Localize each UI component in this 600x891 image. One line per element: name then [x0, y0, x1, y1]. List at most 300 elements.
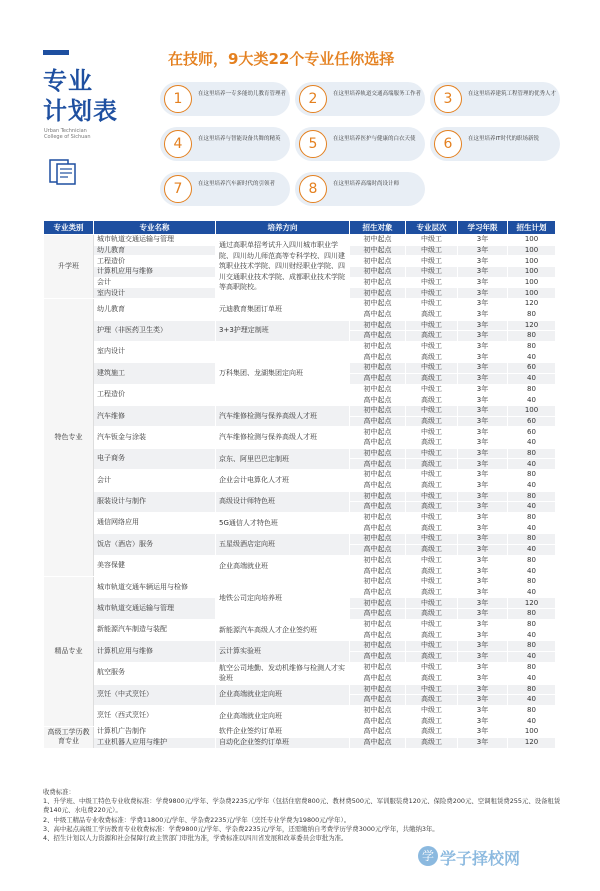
major-pill-number: 1 [164, 85, 192, 113]
level-cell: 中级工 [406, 288, 458, 299]
direction-cell: 元迪教育集团订单班 [216, 299, 350, 320]
level-cell: 中级工 [406, 267, 458, 278]
document-icon [48, 158, 78, 186]
level-cell: 中级工 [406, 577, 458, 588]
major-name-cell: 城市轨道交通运输与管理 [94, 598, 216, 619]
target-cell: 初中起点 [350, 299, 406, 310]
direction-cell: 万科集团、龙湖集团定向班 [216, 341, 350, 405]
level-cell: 中级工 [406, 406, 458, 417]
level-cell: 高级工 [406, 373, 458, 384]
years-cell: 3年 [458, 609, 508, 620]
major-name-cell: 室内设计 [94, 288, 216, 299]
plan-cell: 120 [508, 299, 556, 310]
table-row [44, 406, 556, 417]
table-header-row [44, 221, 556, 235]
years-cell: 3年 [458, 662, 508, 673]
major-name-cell: 会计 [94, 470, 216, 491]
level-cell: 高级工 [406, 309, 458, 320]
major-plan-table [43, 220, 556, 749]
level-cell: 高级工 [406, 727, 458, 738]
target-cell: 初中起点 [350, 288, 406, 299]
plan-cell: 40 [508, 566, 556, 577]
level-cell: 高级工 [406, 416, 458, 427]
table-body [44, 235, 556, 749]
years-cell: 3年 [458, 363, 508, 374]
major-name-cell: 建筑施工 [94, 363, 216, 384]
level-cell: 高级工 [406, 523, 458, 534]
major-name-cell: 城市轨道交通车辆运用与检修 [94, 577, 216, 598]
years-cell: 3年 [458, 577, 508, 588]
direction-cell: 新能源汽车高级人才企业签约班 [216, 619, 350, 640]
target-cell: 初中起点 [350, 598, 406, 609]
target-cell: 初中起点 [350, 277, 406, 288]
major-name-cell: 幼儿教育 [94, 245, 216, 256]
table-row [44, 512, 556, 523]
years-cell: 3年 [458, 470, 508, 481]
major-name-cell: 室内设计 [94, 341, 216, 362]
major-name-cell: 电子商务 [94, 448, 216, 469]
level-cell: 中级工 [406, 363, 458, 374]
years-cell: 3年 [458, 245, 508, 256]
category-cell: 精品专业 [44, 577, 94, 727]
years-cell: 3年 [458, 673, 508, 684]
plan-cell: 40 [508, 651, 556, 662]
plan-cell: 80 [508, 331, 556, 342]
major-name-cell: 新能源汽车制造与装配 [94, 619, 216, 640]
table-row [44, 448, 556, 459]
target-cell: 高中起点 [350, 651, 406, 662]
title-line-1: 专业 [43, 67, 93, 95]
level-cell: 高级工 [406, 395, 458, 406]
level-cell: 中级工 [406, 384, 458, 395]
fee-notes-title: 收费标准： [43, 788, 75, 796]
plan-cell: 100 [508, 277, 556, 288]
major-name-cell: 工业机器人应用与维护 [94, 737, 216, 748]
level-cell: 高级工 [406, 651, 458, 662]
target-cell: 初中起点 [350, 512, 406, 523]
level-cell: 高级工 [406, 352, 458, 363]
direction-cell: 高级设计师特色班 [216, 491, 350, 512]
target-cell: 初中起点 [350, 555, 406, 566]
major-name-cell: 烹饪（西式烹饪） [94, 705, 216, 726]
header-major: 专业名称 [94, 221, 216, 235]
target-cell: 初中起点 [350, 534, 406, 545]
major-pill-text: 在这里培养汽车新时代的引领者 [198, 181, 276, 187]
years-cell: 3年 [458, 267, 508, 278]
years-cell: 3年 [458, 459, 508, 470]
plan-cell: 80 [508, 384, 556, 395]
level-cell: 中级工 [406, 427, 458, 438]
target-cell: 初中起点 [350, 427, 406, 438]
category-cell: 特色专业 [44, 299, 94, 577]
target-cell: 高中起点 [350, 727, 406, 738]
years-cell: 3年 [458, 684, 508, 695]
level-cell: 高级工 [406, 502, 458, 513]
major-name-cell: 服装设计与制作 [94, 491, 216, 512]
plan-cell: 100 [508, 256, 556, 267]
plan-cell: 80 [508, 705, 556, 716]
target-cell: 高中起点 [350, 459, 406, 470]
years-cell: 3年 [458, 523, 508, 534]
table-row [44, 737, 556, 748]
direction-cell: 自动化企业签约订单班 [216, 737, 350, 748]
plan-cell: 60 [508, 363, 556, 374]
major-name-cell: 工程造价 [94, 384, 216, 405]
years-cell: 3年 [458, 480, 508, 491]
years-cell: 3年 [458, 384, 508, 395]
major-name-cell: 饭店（酒店）服务 [94, 534, 216, 555]
target-cell: 高中起点 [350, 587, 406, 598]
plan-cell: 80 [508, 512, 556, 523]
target-cell: 初中起点 [350, 448, 406, 459]
header-plan: 招生计划 [508, 221, 556, 235]
level-cell: 中级工 [406, 491, 458, 502]
major-pill-text: 在这里培养轨道交通高端服务工作者 [333, 91, 422, 97]
target-cell: 高中起点 [350, 609, 406, 620]
major-pill-number: 8 [299, 175, 327, 203]
major-name-cell: 美容保健 [94, 555, 216, 576]
direction-cell: 软件企业签约订单班 [216, 727, 350, 738]
plan-cell: 100 [508, 245, 556, 256]
level-cell: 中级工 [406, 641, 458, 652]
target-cell: 高中起点 [350, 523, 406, 534]
years-cell: 3年 [458, 341, 508, 352]
fee-notes [43, 788, 563, 843]
major-pill-text: 在这里培养建筑工程管理的优秀人才 [468, 91, 557, 97]
years-cell: 3年 [458, 641, 508, 652]
years-cell: 3年 [458, 438, 508, 449]
title-line-2: 计划表 [43, 97, 118, 125]
level-cell: 高级工 [406, 609, 458, 620]
level-cell: 高级工 [406, 587, 458, 598]
table-row [44, 555, 556, 566]
level-cell: 中级工 [406, 299, 458, 310]
level-cell: 高级工 [406, 438, 458, 449]
years-cell: 3年 [458, 512, 508, 523]
plan-cell: 100 [508, 406, 556, 417]
table-row [44, 619, 556, 630]
years-cell: 3年 [458, 320, 508, 331]
level-cell: 高级工 [406, 630, 458, 641]
major-pill-text: 在这里培养医护与健康的白衣天使 [333, 136, 416, 142]
major-pill-number: 4 [164, 130, 192, 158]
table-row [44, 705, 556, 716]
major-pill-text: 在这里培养IT时代的职场新锐 [468, 136, 539, 142]
years-cell: 3年 [458, 630, 508, 641]
direction-cell: 航空公司地勤、发动机维修与检测人才实验班 [216, 662, 350, 684]
watermark: 学子择校网 [440, 849, 521, 868]
table-row [44, 341, 556, 352]
major-pill [160, 127, 290, 161]
major-pill [430, 127, 560, 161]
target-cell: 初中起点 [350, 341, 406, 352]
plan-cell: 40 [508, 523, 556, 534]
years-cell: 3年 [458, 309, 508, 320]
plan-cell: 60 [508, 427, 556, 438]
watermark-logo-icon: 学 [418, 846, 438, 866]
target-cell: 高中起点 [350, 737, 406, 748]
table-row [44, 427, 556, 438]
level-cell: 中级工 [406, 512, 458, 523]
direction-cell: 企业高端就业定向班 [216, 684, 350, 705]
header-target: 招生对象 [350, 221, 406, 235]
title-accent-bar [43, 50, 69, 55]
target-cell: 初中起点 [350, 641, 406, 652]
major-pill-number: 2 [299, 85, 327, 113]
direction-cell: 通过高职单招考试升入四川城市职业学院、四川幼儿师范高等专科学校、四川建筑职业技术学院、四川财经职业学院、四川交通职业技术学院、成都职业技术学院等高职院校。 [216, 235, 350, 299]
table-row [44, 320, 556, 331]
target-cell: 高中起点 [350, 416, 406, 427]
target-cell: 初中起点 [350, 705, 406, 716]
plan-cell: 40 [508, 716, 556, 727]
plan-cell: 40 [508, 395, 556, 406]
plan-cell: 100 [508, 288, 556, 299]
years-cell: 3年 [458, 651, 508, 662]
target-cell: 高中起点 [350, 566, 406, 577]
years-cell: 3年 [458, 448, 508, 459]
level-cell: 中级工 [406, 619, 458, 630]
years-cell: 3年 [458, 727, 508, 738]
target-cell: 高中起点 [350, 395, 406, 406]
major-pill-number: 7 [164, 175, 192, 203]
target-cell: 初中起点 [350, 406, 406, 417]
major-name-cell: 幼儿教育 [94, 299, 216, 320]
years-cell: 3年 [458, 235, 508, 246]
target-cell: 初中起点 [350, 470, 406, 481]
direction-cell: 京东、阿里巴巴定制班 [216, 448, 350, 469]
major-pill [160, 82, 290, 116]
years-cell: 3年 [458, 416, 508, 427]
plan-cell: 60 [508, 416, 556, 427]
plan-cell: 40 [508, 544, 556, 555]
level-cell: 中级工 [406, 705, 458, 716]
target-cell: 初中起点 [350, 267, 406, 278]
table-row [44, 534, 556, 545]
plan-cell: 100 [508, 267, 556, 278]
major-pill [295, 127, 425, 161]
years-cell: 3年 [458, 695, 508, 706]
target-cell: 高中起点 [350, 716, 406, 727]
level-cell: 中级工 [406, 256, 458, 267]
target-cell: 高中起点 [350, 695, 406, 706]
table-row [44, 235, 556, 246]
target-cell: 高中起点 [350, 630, 406, 641]
target-cell: 高中起点 [350, 502, 406, 513]
plan-cell: 80 [508, 341, 556, 352]
level-cell: 中级工 [406, 534, 458, 545]
major-name-cell: 会计 [94, 277, 216, 288]
major-pill [295, 82, 425, 116]
target-cell: 高中起点 [350, 480, 406, 491]
plan-cell: 80 [508, 491, 556, 502]
years-cell: 3年 [458, 705, 508, 716]
target-cell: 高中起点 [350, 309, 406, 320]
plan-cell: 40 [508, 502, 556, 513]
level-cell: 高级工 [406, 716, 458, 727]
category-cell: 高级工学历教育专业 [44, 727, 94, 748]
fee-note-item: 2、中级工精品专业收费标准：学费11800元/学年、学杂费2235元/学年（烹饪专业学费为19800元/学年）。 [43, 815, 351, 824]
target-cell: 高中起点 [350, 673, 406, 684]
fee-note-item: 1、升学班、中级工特色专业收费标准：学费9800元/学年、学杂费2235元/学年（包括住宿费800元、教材费500元、军训服装费120元、保险费200元、空调租赁费255元、设备租赁费140元、水电费220元）。 [43, 797, 561, 815]
plan-cell: 40 [508, 587, 556, 598]
major-name-cell: 烹饪（中式烹饪） [94, 684, 216, 705]
plan-cell: 40 [508, 673, 556, 684]
target-cell: 初中起点 [350, 384, 406, 395]
level-cell: 高级工 [406, 331, 458, 342]
major-name-cell: 工程造价 [94, 256, 216, 267]
plan-cell: 40 [508, 352, 556, 363]
page-title [43, 66, 118, 126]
header-category: 专业类别 [44, 221, 94, 235]
direction-cell: 3+3护理定制班 [216, 320, 350, 341]
level-cell: 中级工 [406, 662, 458, 673]
plan-cell: 80 [508, 609, 556, 620]
table-row [44, 641, 556, 652]
plan-cell: 40 [508, 459, 556, 470]
plan-cell: 80 [508, 448, 556, 459]
years-cell: 3年 [458, 491, 508, 502]
years-cell: 3年 [458, 288, 508, 299]
major-name-cell: 汽车维修 [94, 406, 216, 427]
major-name-cell: 计算机应用与维修 [94, 267, 216, 278]
level-cell: 中级工 [406, 598, 458, 609]
level-cell: 中级工 [406, 320, 458, 331]
plan-cell: 80 [508, 555, 556, 566]
years-cell: 3年 [458, 587, 508, 598]
level-cell: 中级工 [406, 470, 458, 481]
fee-note-item: 3、高中起点高级工学历教育专业收费标准：学费9800元/学年、学杂费2235元/学年，还需缴纳自考费学历学费3000元/学年，共缴纳3年。 [43, 824, 439, 833]
plan-cell: 80 [508, 470, 556, 481]
plan-cell: 80 [508, 641, 556, 652]
years-cell: 3年 [458, 566, 508, 577]
target-cell: 高中起点 [350, 352, 406, 363]
major-pill-text: 在这里培养与智能设备共舞的精英 [198, 136, 281, 142]
years-cell: 3年 [458, 427, 508, 438]
years-cell: 3年 [458, 619, 508, 630]
target-cell: 初中起点 [350, 684, 406, 695]
years-cell: 3年 [458, 352, 508, 363]
target-cell: 初中起点 [350, 491, 406, 502]
major-pill-number: 6 [434, 130, 462, 158]
plan-cell: 80 [508, 619, 556, 630]
headline: 在技师，9大类22个专业任你选择 [168, 50, 395, 68]
target-cell: 高中起点 [350, 331, 406, 342]
plan-cell: 100 [508, 235, 556, 246]
plan-cell: 120 [508, 737, 556, 748]
major-name-cell: 护理（非医药卫生类） [94, 320, 216, 341]
level-cell: 中级工 [406, 555, 458, 566]
target-cell: 高中起点 [350, 373, 406, 384]
plan-cell: 120 [508, 598, 556, 609]
table-row [44, 727, 556, 738]
major-name-cell: 航空服务 [94, 662, 216, 684]
years-cell: 3年 [458, 502, 508, 513]
plan-cell: 100 [508, 727, 556, 738]
major-name-cell: 城市轨道交通运输与管理 [94, 235, 216, 246]
plan-cell: 80 [508, 662, 556, 673]
direction-cell: 企业高端就业定向班 [216, 705, 350, 726]
table-row [44, 491, 556, 502]
years-cell: 3年 [458, 406, 508, 417]
level-cell: 中级工 [406, 341, 458, 352]
direction-cell: 企业高端就业班 [216, 555, 350, 576]
years-cell: 3年 [458, 299, 508, 310]
years-cell: 3年 [458, 598, 508, 609]
header-level: 专业层次 [406, 221, 458, 235]
direction-cell: 汽车维修检测与保养高级人才班 [216, 406, 350, 427]
direction-cell: 5G通信人才特色班 [216, 512, 350, 533]
target-cell: 高中起点 [350, 438, 406, 449]
plan-cell: 40 [508, 630, 556, 641]
table-row [44, 577, 556, 588]
level-cell: 中级工 [406, 448, 458, 459]
major-pill-number: 3 [434, 85, 462, 113]
level-cell: 高级工 [406, 737, 458, 748]
target-cell: 初中起点 [350, 256, 406, 267]
years-cell: 3年 [458, 256, 508, 267]
years-cell: 3年 [458, 331, 508, 342]
target-cell: 初中起点 [350, 577, 406, 588]
level-cell: 高级工 [406, 695, 458, 706]
target-cell: 初中起点 [350, 235, 406, 246]
plan-cell: 80 [508, 534, 556, 545]
major-pill [430, 82, 560, 116]
table-row [44, 299, 556, 310]
major-pill-text: 在这里培养一专多能幼儿教育管理者 [198, 91, 287, 97]
direction-cell: 五星级酒店定向班 [216, 534, 350, 555]
major-pill-number: 5 [299, 130, 327, 158]
target-cell: 初中起点 [350, 662, 406, 673]
target-cell: 初中起点 [350, 245, 406, 256]
category-cell: 升学班 [44, 235, 94, 299]
direction-cell: 云计算实验班 [216, 641, 350, 662]
school-english-name: Urban Technician College of Sichuan [44, 128, 91, 140]
level-cell: 中级工 [406, 684, 458, 695]
target-cell: 初中起点 [350, 619, 406, 630]
years-cell: 3年 [458, 395, 508, 406]
direction-cell: 汽车维修检测与保养高级人才班 [216, 427, 350, 448]
direction-cell: 地铁公司定向培养班 [216, 577, 350, 620]
table-row [44, 662, 556, 673]
major-name-cell: 计算机广告制作 [94, 727, 216, 738]
level-cell: 高级工 [406, 544, 458, 555]
level-cell: 高级工 [406, 673, 458, 684]
level-cell: 高级工 [406, 480, 458, 491]
header-years: 学习年限 [458, 221, 508, 235]
table-row [44, 470, 556, 481]
years-cell: 3年 [458, 277, 508, 288]
level-cell: 高级工 [406, 459, 458, 470]
major-pill-text: 在这里培养高端时尚设计师 [333, 181, 400, 187]
years-cell: 3年 [458, 373, 508, 384]
target-cell: 高中起点 [350, 544, 406, 555]
major-name-cell: 汽车钣金与涂装 [94, 427, 216, 448]
plan-cell: 80 [508, 577, 556, 588]
plan-cell: 120 [508, 320, 556, 331]
direction-cell: 企业会计电算化人才班 [216, 470, 350, 491]
header-direction: 培养方向 [216, 221, 350, 235]
level-cell: 高级工 [406, 566, 458, 577]
years-cell: 3年 [458, 544, 508, 555]
years-cell: 3年 [458, 737, 508, 748]
plan-cell: 40 [508, 438, 556, 449]
target-cell: 初中起点 [350, 363, 406, 374]
plan-cell: 40 [508, 480, 556, 491]
years-cell: 3年 [458, 716, 508, 727]
plan-cell: 80 [508, 684, 556, 695]
level-cell: 中级工 [406, 277, 458, 288]
major-name-cell: 计算机应用与维修 [94, 641, 216, 662]
